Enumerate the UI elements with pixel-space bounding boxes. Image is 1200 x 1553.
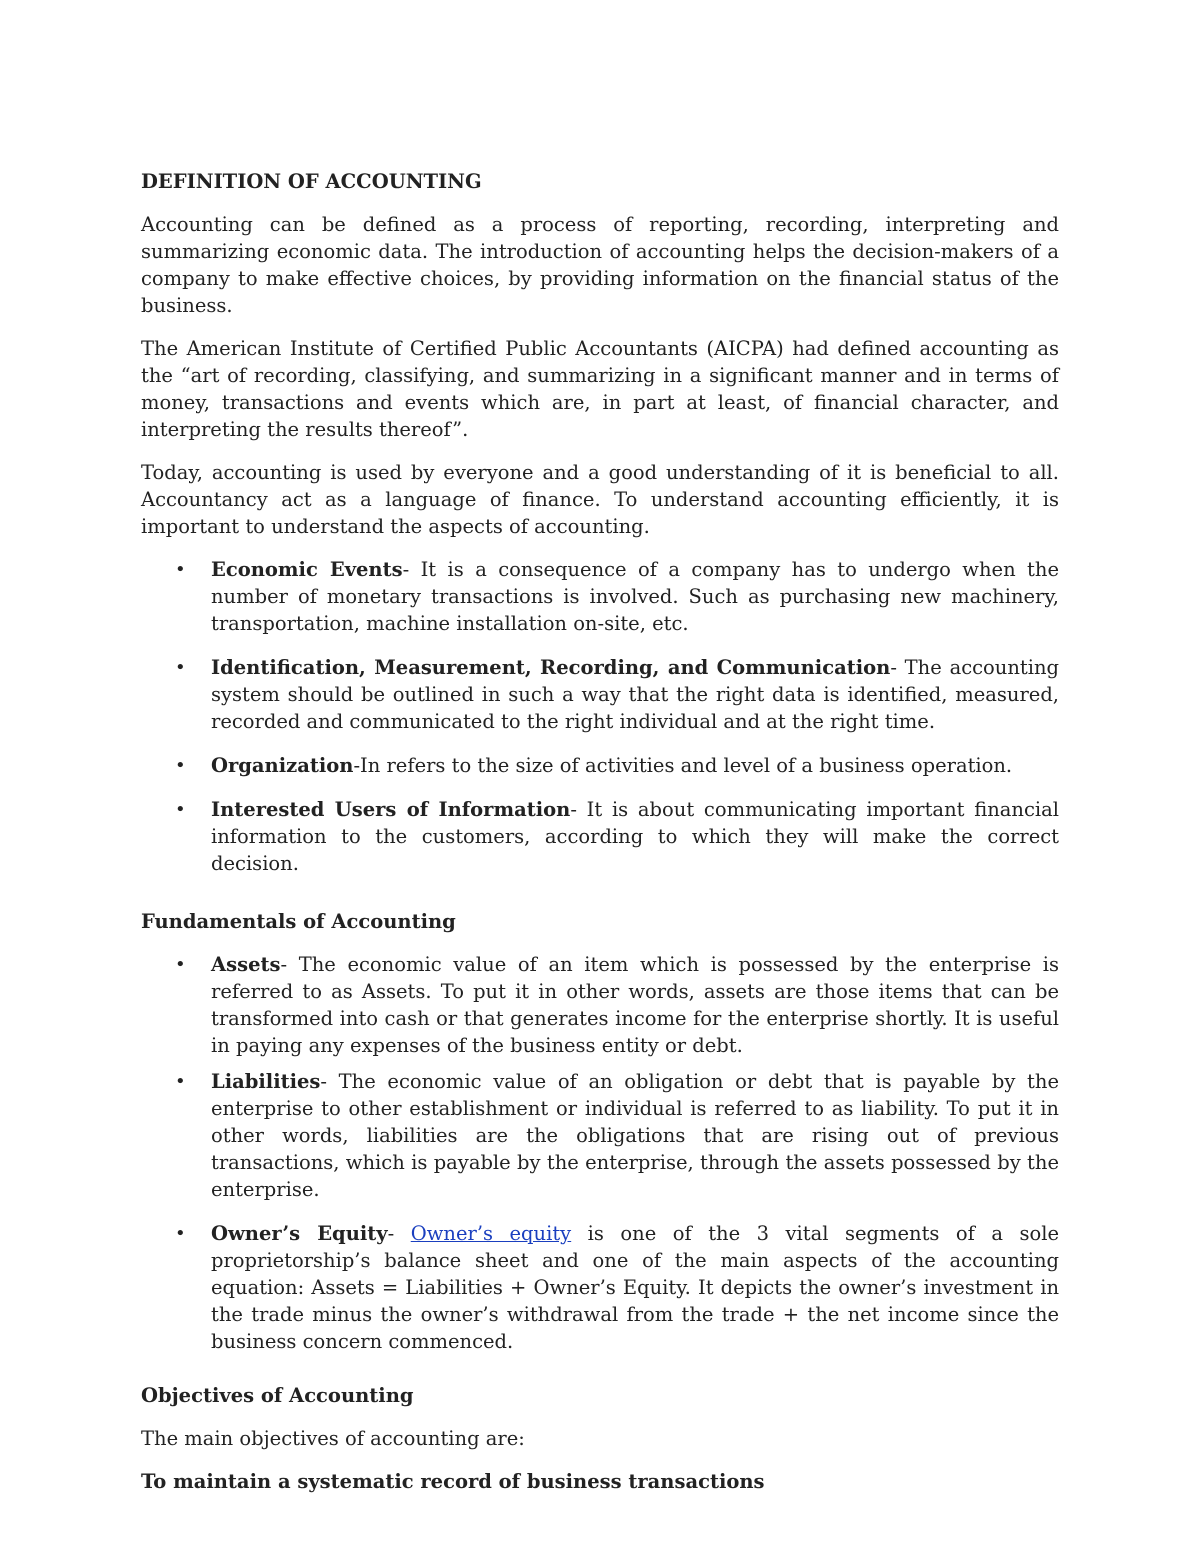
list-item [141, 654, 1059, 735]
list-item-text: -In refers to the size of activities and level of a business operation. [353, 754, 1013, 777]
list-item [141, 951, 1059, 1059]
list-item-term: Owner’s Equity [211, 1222, 388, 1245]
section-heading-definition: DEFINITION OF ACCOUNTING [141, 170, 482, 193]
list-item [141, 796, 1059, 877]
list-item-text: - It is a consequence of a company has to undergo when the number of monetary transactions is involved. Such as purchasing new machinery, transportation, machine installation on-site, etc. [211, 558, 1059, 635]
owners-equity-link[interactable]: Owner’s equity [410, 1222, 572, 1245]
bullet-icon: • [175, 755, 186, 776]
list-item [141, 1068, 1059, 1203]
list-item [141, 556, 1059, 637]
paragraph-aicpa-definition: The American Institute of Certified Public Accountants (AICPA) had defined accounting as the “art of recording, classifying, and summarizing in a significant manner and in terms of money, transactions and events which are, in part at least, of financial character, and interpreting the results thereof”. [141, 337, 1059, 441]
paragraph-today: Today, accounting is used by everyone and a good understanding of it is beneficial to all. Accountancy act as a language of finance. To understand accounting efficiently, it is important to understand the aspects of accounting. [141, 461, 1059, 538]
paragraph-objectives-intro: The main objectives of accounting are: [141, 1427, 525, 1450]
list-item [141, 1220, 1059, 1355]
section-heading-objectives: Objectives of Accounting [141, 1384, 414, 1407]
list-item-term: Interested Users of Information [211, 798, 571, 821]
section-heading-fundamentals: Fundamentals of Accounting [141, 910, 456, 933]
aspects-list [141, 556, 1059, 877]
list-item-text: - The accounting system should be outlined in such a way that the right data is identified, measured, recorded and communicated to the right individual and at the right time. [211, 656, 1060, 733]
fundamentals-list [141, 951, 1059, 1355]
list-item-text: - The economic value of an item which is possessed by the enterprise is referred to as Assets. To put it in other words, assets are those items that can be transformed into cash or that generates income for the enterprise shortly. It is useful in paying any expenses of the business entity or debt. [211, 953, 1059, 1057]
list-item-text: is one of the 3 vital segments of a sole proprietorship’s balance sheet and one of the main aspects of the accounting equation: Assets = Liabilities + Owner’s Equity. It depicts the owner’s investment in the trade minus the owner’s withdrawal from the trade + the net income since the business concern commenced. [211, 1222, 1059, 1353]
paragraph-definition: Accounting can be defined as a process of reporting, recording, interpreting and summarizing economic data. The introduction of accounting helps the decision-makers of a company to make effective choices, by providing information on the financial status of the business. [141, 213, 1059, 317]
list-item-dash: - [387, 1222, 411, 1245]
list-item-term: Organization [211, 754, 354, 777]
bullet-icon: • [175, 657, 186, 678]
bullet-icon: • [175, 954, 186, 975]
bullet-icon: • [175, 559, 186, 580]
document-page [141, 168, 1059, 1495]
list-item-term: Liabilities [211, 1070, 321, 1093]
list-item-term: Economic Events [211, 558, 403, 581]
list-item-term: Identification, Measurement, Recording, and Communication [211, 656, 891, 679]
list-item [141, 752, 1059, 779]
list-item-term: Assets [211, 953, 281, 976]
bullet-icon: • [175, 799, 186, 820]
list-item-text: - The economic value of an obligation or debt that is payable by the enterprise to other establishment or individual is referred to as liability. To put it in other words, liabilities are the obligations that are rising out of previous transactions, which is payable by the enterprise, through the assets possessed by the enterprise. [211, 1070, 1059, 1201]
bullet-icon: • [175, 1071, 186, 1092]
list-item-text: - It is about communicating important financial information to the customers, according to which they will make the correct decision. [211, 798, 1059, 875]
subheading-systematic-record: To maintain a systematic record of business transactions [141, 1470, 765, 1493]
bullet-icon: • [175, 1223, 186, 1244]
